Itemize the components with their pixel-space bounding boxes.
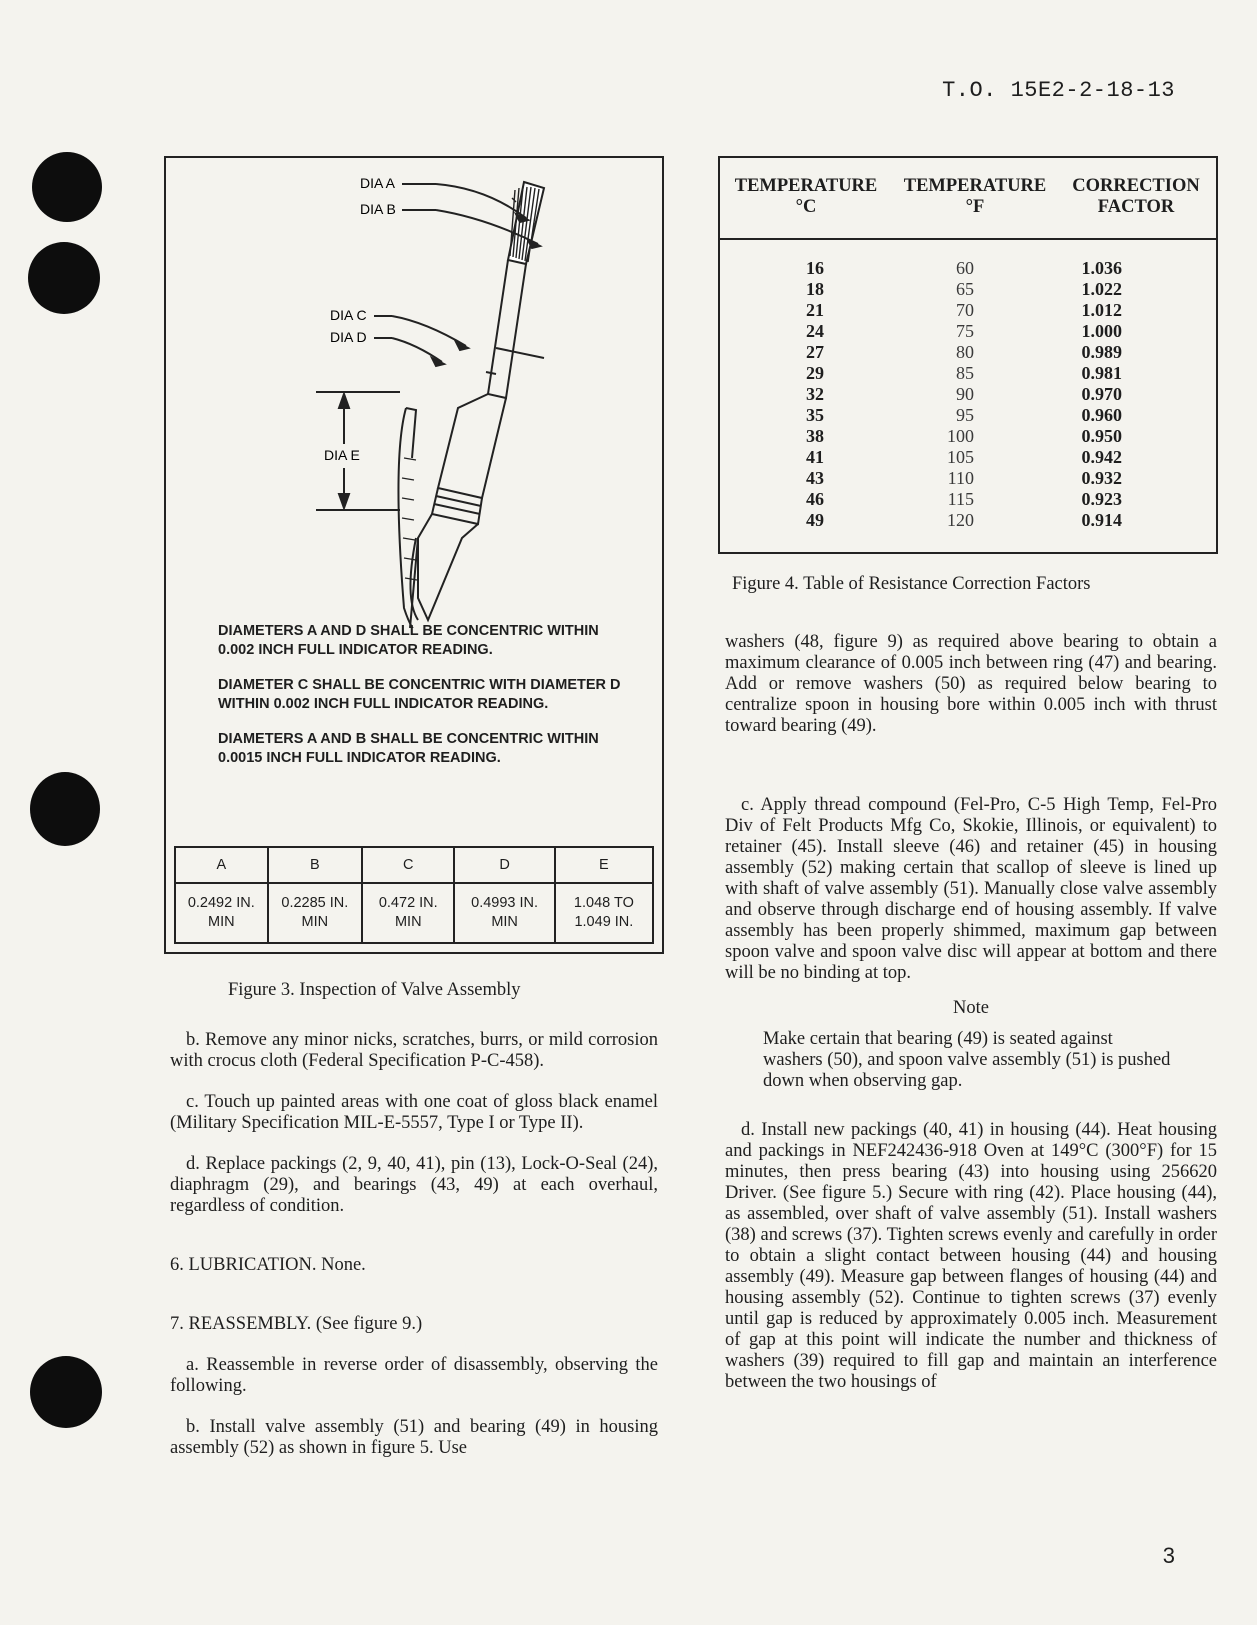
dim-value-d: 0.4993 IN. MIN xyxy=(454,883,554,943)
temp-c-cell: 41 xyxy=(806,447,824,467)
figure-3-notes xyxy=(218,622,638,784)
correction-row xyxy=(720,342,1216,363)
correction-row xyxy=(720,363,1216,384)
note-title: Note xyxy=(953,998,989,1018)
correction-row xyxy=(720,468,1216,489)
page-number: 3 xyxy=(1162,1543,1175,1568)
para-touch-up: c. Touch up painted areas with one coat of gloss black enamel (Military Specification MIL-E-5557, Type I or Type II). xyxy=(170,1092,658,1133)
temp-c-cell: 21 xyxy=(806,300,824,320)
binder-hole xyxy=(30,1356,102,1428)
factor-cell: 0.942 xyxy=(1081,447,1122,467)
temp-c-cell: 43 xyxy=(806,468,824,488)
para-reassemble: a. Reassemble in reverse order of disassembly, observing the following. xyxy=(170,1355,658,1396)
para-replace-packings: d. Replace packings (2, 9, 40, 41), pin (13), Lock-O-Seal (24), diaphragm (29), and bearings (43, 49) at each overhaul, regardless of condition. xyxy=(170,1154,658,1216)
factor-cell: 1.012 xyxy=(1081,300,1122,320)
temp-c-cell: 29 xyxy=(806,363,824,383)
figure-4-header xyxy=(720,176,1216,240)
to-number: T.O. 15E2-2-18-13 xyxy=(942,78,1175,103)
temp-c-cell: 16 xyxy=(806,258,824,278)
factor-cell: 1.036 xyxy=(1081,258,1122,278)
temp-f-cell: 90 xyxy=(956,384,974,404)
correction-row xyxy=(720,279,1216,300)
temp-f-cell: 110 xyxy=(947,468,974,488)
correction-row xyxy=(720,447,1216,468)
dim-header-b: B xyxy=(268,847,363,883)
section-lubrication: 6. LUBRICATION. None. xyxy=(170,1255,366,1275)
para-remove-nicks: b. Remove any minor nicks, scratches, burrs, or mild corrosion with crocus cloth (Federal Specification P-C-458). xyxy=(170,1030,658,1071)
temp-f-cell: 115 xyxy=(947,489,974,509)
para-apply-thread-compound: c. Apply thread compound (Fel-Pro, C-5 High Temp, Fel-Pro Div of Felt Products Mfg Co, Skokie, Illinois, or equivalent) to retainer (45). Install sleeve (46) and retainer (45) in housing assembly (52) making certain that scallop of sleeve is lined up with shaft of valve assembly (51). Manually close valve assembly and observe through discharge end of housing assembly. If valve assembly has been properly shimmed, maximum gap between spoon valve and spoon valve disc will appear at bottom and there will be no binding at top. xyxy=(725,795,1217,983)
correction-row xyxy=(720,321,1216,342)
factor-cell: 0.914 xyxy=(1081,510,1122,530)
figure-4-caption: Figure 4. Table of Resistance Correction Factors xyxy=(732,574,1091,594)
dim-value-e: 1.048 TO 1.049 IN. xyxy=(555,883,653,943)
section-reassembly: 7. REASSEMBLY. (See figure 9.) xyxy=(170,1314,423,1334)
binder-hole xyxy=(32,152,102,222)
temp-f-cell: 60 xyxy=(956,258,974,278)
label-dia-e: DIA E xyxy=(324,447,360,463)
temp-f-cell: 65 xyxy=(956,279,974,299)
factor-cell: 0.989 xyxy=(1081,342,1122,362)
correction-row xyxy=(720,384,1216,405)
label-dia-a: DIA A xyxy=(360,175,396,191)
valve-assembly-diagram xyxy=(166,158,666,628)
factor-cell: 0.960 xyxy=(1081,405,1122,425)
factor-cell: 1.022 xyxy=(1081,279,1122,299)
figure-3-caption: Figure 3. Inspection of Valve Assembly xyxy=(228,980,521,1000)
factor-cell: 0.932 xyxy=(1081,468,1122,488)
temp-f-cell: 70 xyxy=(956,300,974,320)
temp-f-cell: 105 xyxy=(947,447,974,467)
temp-c-cell: 38 xyxy=(806,426,824,446)
left-column xyxy=(170,1030,658,1459)
factor-cell: 0.970 xyxy=(1081,384,1122,404)
dim-value-c: 0.472 IN. MIN xyxy=(362,883,454,943)
label-dia-c: DIA C xyxy=(330,307,367,323)
figure-4-table xyxy=(718,156,1218,554)
factor-cell: 0.981 xyxy=(1081,363,1122,383)
note-2: DIAMETER C SHALL BE CONCENTRIC WITH DIAMETER D WITHIN 0.002 INCH FULL INDICATOR READING. xyxy=(218,677,621,712)
temp-c-cell: 49 xyxy=(806,510,824,530)
temp-f-cell: 80 xyxy=(956,342,974,362)
label-dia-b: DIA B xyxy=(360,201,396,217)
note-body: Make certain that bearing (49) is seated against washers (50), and spoon valve assembly (51) is pushed down when observing gap. xyxy=(763,1029,1171,1091)
temp-c-cell: 46 xyxy=(806,489,824,509)
temp-c-cell: 27 xyxy=(806,342,824,362)
para-install-valve: b. Install valve assembly (51) and bearing (49) in housing assembly (52) as shown in figure 5. Use xyxy=(170,1417,658,1458)
right-column xyxy=(725,632,1217,1393)
correction-row xyxy=(720,300,1216,321)
header-temp-f: TEMPERATURE °F xyxy=(903,176,1047,217)
correction-row xyxy=(720,405,1216,426)
correction-row xyxy=(720,426,1216,447)
header-temp-c: TEMPERATURE °C xyxy=(734,176,878,217)
figure-4-rows xyxy=(720,258,1216,531)
temp-f-cell: 85 xyxy=(956,363,974,383)
dim-value-b: 0.2285 IN. MIN xyxy=(268,883,363,943)
para-install-packings: d. Install new packings (40, 41) in housing (44). Heat housing and packings in NEF242436-918 Oven at 149°C (300°F) for 15 minutes, then press bearing (43) into housing using 256620 Driver. (See figure 5.) Secure with ring (42). Place housing (44), as assembled, over shaft of valve assembly (51). Install washers (38) and screws (37). Tighten screws evenly and carefully in order to obtain a slight contact between housing (44) and housing assembly (49). Measure gap between flanges of housing (44) and housing assembly (52). Continue to tighten screws (37) evenly until gap is reduced by approximately 0.005 inch. Measurement of gap at this point will indicate the number and thickness of washers (39) required to fill gap and maintain an interference between the two housings of xyxy=(725,1120,1217,1392)
note-3: DIAMETERS A AND B SHALL BE CONCENTRIC WITHIN 0.0015 INCH FULL INDICATOR READING. xyxy=(218,731,599,766)
dimension-table xyxy=(174,846,654,944)
temp-f-cell: 100 xyxy=(947,426,974,446)
temp-f-cell: 95 xyxy=(956,405,974,425)
temp-c-cell: 32 xyxy=(806,384,824,404)
temp-c-cell: 24 xyxy=(806,321,824,341)
label-dia-d: DIA D xyxy=(330,329,367,345)
temp-f-cell: 120 xyxy=(947,510,974,530)
para-washers-continued: washers (48, figure 9) as required above bearing to obtain a maximum clearance of 0.005 inch between ring (47) and bearing. Add or remove washers (50) as required below bearing to centralize spoon in housing bore within 0.005 inch with thrust toward bearing (49). xyxy=(725,632,1217,736)
binder-hole xyxy=(28,242,100,314)
temp-c-cell: 18 xyxy=(806,279,824,299)
dim-header-a: A xyxy=(175,847,268,883)
correction-row xyxy=(720,510,1216,531)
correction-row xyxy=(720,258,1216,279)
factor-cell: 1.000 xyxy=(1081,321,1122,341)
header-correction-factor: CORRECTION FACTOR xyxy=(1072,176,1200,217)
binder-hole xyxy=(30,772,100,846)
factor-cell: 0.950 xyxy=(1081,426,1122,446)
correction-row xyxy=(720,489,1216,510)
temp-f-cell: 75 xyxy=(956,321,974,341)
factor-cell: 0.923 xyxy=(1081,489,1122,509)
dim-value-a: 0.2492 IN. MIN xyxy=(175,883,268,943)
dim-header-c: C xyxy=(362,847,454,883)
figure-3-box xyxy=(164,156,664,954)
note-1: DIAMETERS A AND D SHALL BE CONCENTRIC WITHIN 0.002 INCH FULL INDICATOR READING. xyxy=(218,623,599,658)
dim-header-e: E xyxy=(555,847,653,883)
dim-header-d: D xyxy=(454,847,554,883)
temp-c-cell: 35 xyxy=(806,405,824,425)
